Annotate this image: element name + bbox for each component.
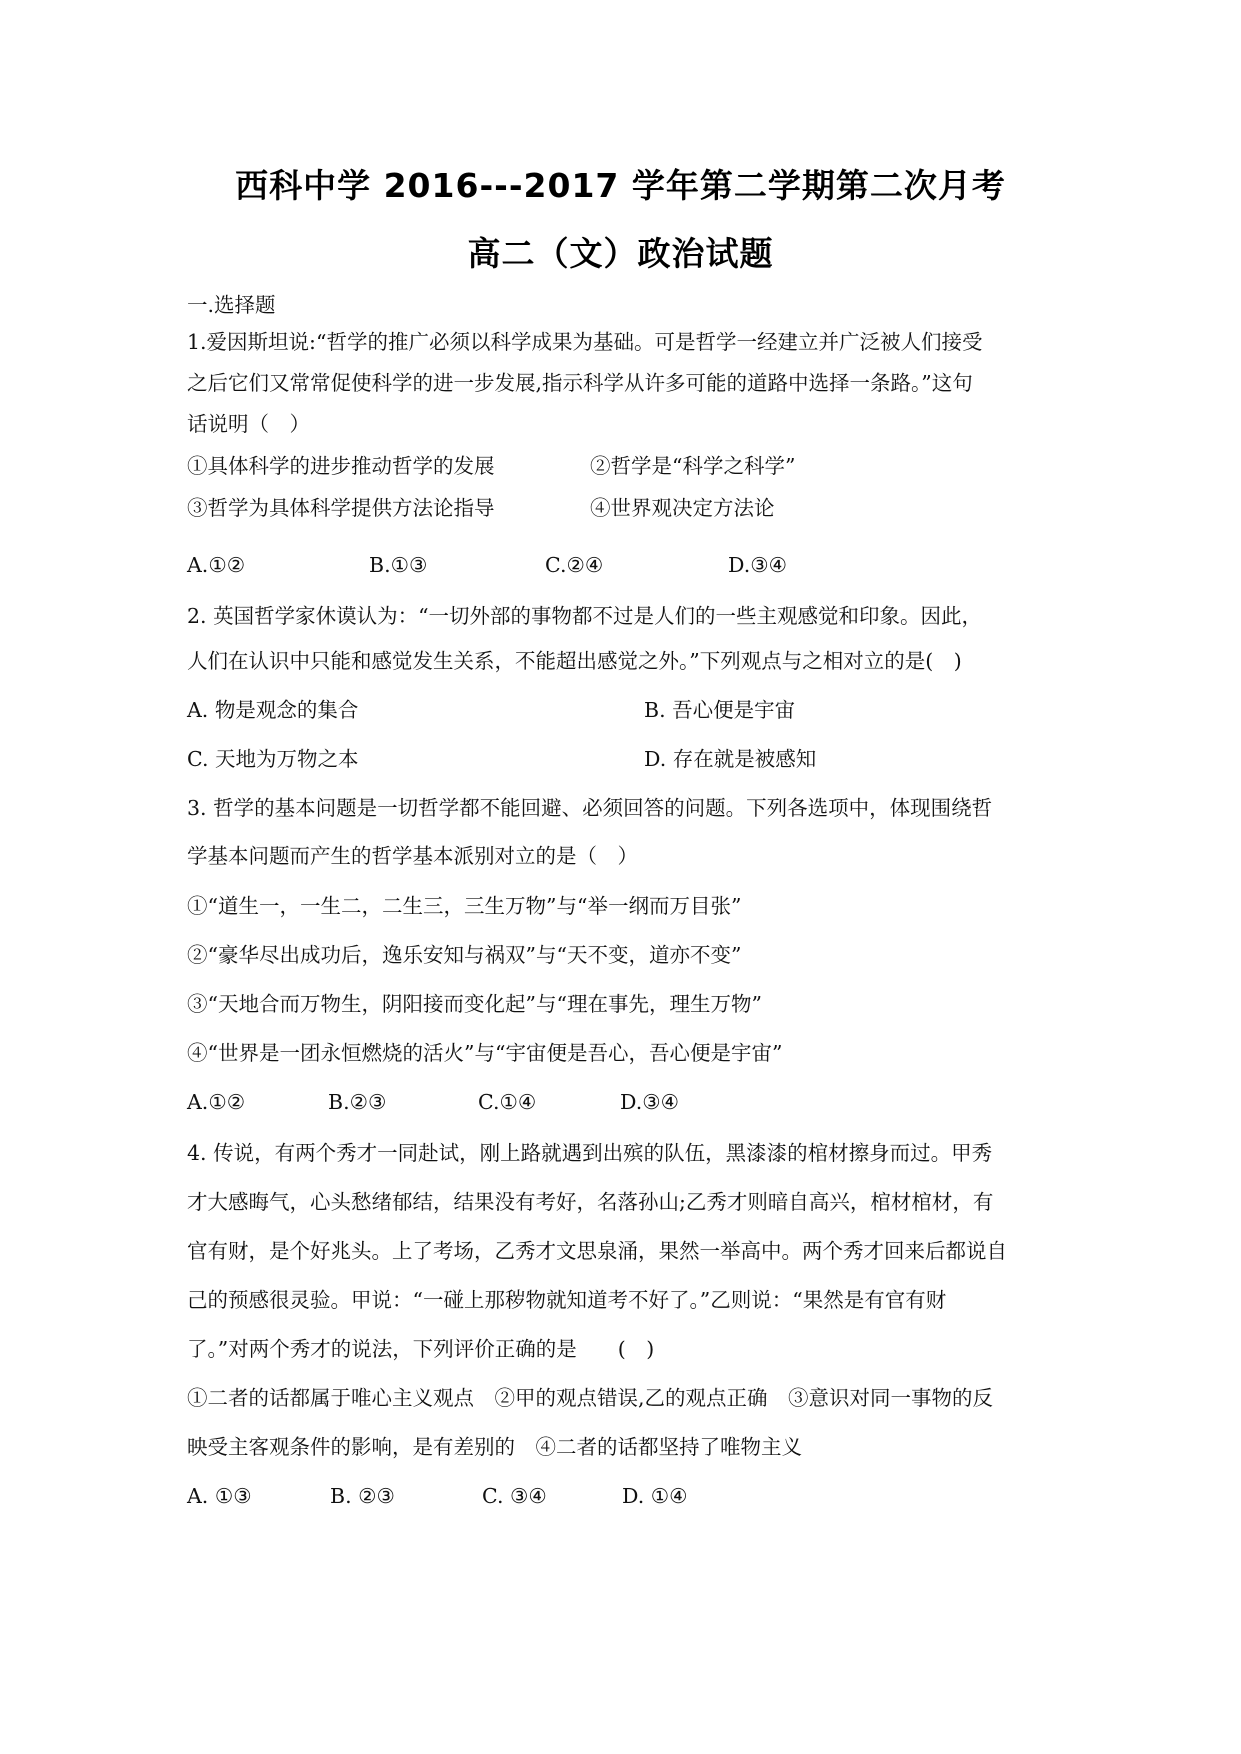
q4-option-d: D. ①④ [622, 1484, 688, 1508]
q2-option-c: C. 天地为万物之本 [187, 747, 359, 771]
q3-item: ②“豪华尽出成功后，逸乐安知与祸双”与“天不变，道亦不变” [187, 943, 742, 967]
q1-item: ④世界观决定方法论 [590, 496, 775, 520]
q3-option-d: D.③④ [620, 1090, 679, 1114]
q4-stem-line: 才大感晦气，心头愁绪郁结，结果没有考好，名落孙山;乙秀才则暗自高兴，棺材棺材，有 [187, 1190, 994, 1214]
q2-option-b: B. 吾心便是宇宙 [644, 698, 796, 722]
q4-option-c: C. ③④ [482, 1484, 547, 1508]
q4-item: ①二者的话都属于唯心主义观点 ②甲的观点错误,乙的观点正确 ③意识对同一事物的反 [187, 1386, 994, 1410]
q3-stem-line: 学基本问题而产生的哲学基本派别对立的是（ ） [187, 844, 638, 868]
q4-option-b: B. ②③ [330, 1484, 395, 1508]
q3-item: ①“道生一，一生二，二生三，三生万物”与“举一纲而万目张” [187, 894, 742, 918]
q2-stem-line: 2. 英国哲学家休谟认为：“一切外部的事物都不过是人们的一些主观感觉和印象。因此， [187, 604, 983, 628]
q2-stem-line: 人们在认识中只能和感觉发生关系，不能超出感觉之外。”下列观点与之相对立的是( ) [187, 649, 962, 673]
q4-stem-line: 己的预感很灵验。甲说：“一碰上那秽物就知道考不好了。”乙则说：“果然是有官有财 [187, 1288, 947, 1312]
q1-option-a: A.①② [187, 553, 246, 577]
q4-stem-line: 4. 传说，有两个秀才一同赴试，刚上路就遇到出殡的队伍，黑漆漆的棺材擦身而过。甲秀 [187, 1141, 993, 1165]
q3-item: ④“世界是一团永恒燃烧的活火”与“宇宙便是吾心，吾心便是宇宙” [187, 1041, 783, 1065]
exam-subtitle: 高二（文）政治试题 [467, 234, 774, 273]
q3-stem-line: 3. 哲学的基本问题是一切哲学都不能回避、必须回答的问题。下列各选项中，体现围绕哲 [187, 796, 993, 820]
q4-item: 映受主客观条件的影响，是有差别的 ④二者的话都坚持了唯物主义 [187, 1435, 802, 1459]
q3-item: ③“天地合而万物生，阴阳接而变化起”与“理在事先，理生万物” [187, 992, 762, 1016]
q3-option-c: C.①④ [478, 1090, 537, 1114]
q4-stem-line: 官有财，是个好兆头。上了考场，乙秀才文思泉涌，果然一举高中。两个秀才回来后都说自 [187, 1239, 1007, 1263]
q4-stem-line: 了。”对两个秀才的说法，下列评价正确的是 ( ) [187, 1337, 655, 1361]
q3-option-a: A.①② [187, 1090, 246, 1114]
section-heading: 一.选择题 [187, 293, 276, 317]
q2-option-d: D. 存在就是被感知 [644, 747, 817, 771]
q1-item: ②哲学是“科学之科学” [590, 454, 796, 478]
q1-item: ①具体科学的进步推动哲学的发展 [187, 454, 495, 478]
q3-option-b: B.②③ [328, 1090, 387, 1114]
q1-option-b: B.①③ [369, 553, 428, 577]
q4-option-a: A. ①③ [187, 1484, 252, 1508]
q1-option-d: D.③④ [728, 553, 787, 577]
q1-stem-line: 之后它们又常常促使科学的进一步发展,指示科学从许多可能的道路中选择一条路。”这句 [187, 371, 973, 395]
q2-option-a: A. 物是观念的集合 [187, 698, 359, 722]
q1-stem-line: 1.爱因斯坦说:“哲学的推广必须以科学成果为基础。可是哲学一经建立并广泛被人们接受 [187, 330, 983, 354]
q1-stem-line: 话说明（ ） [187, 412, 310, 436]
q1-item: ③哲学为具体科学提供方法论指导 [187, 496, 495, 520]
exam-title: 西科中学 2016---2017 学年第二学期第二次月考 [235, 166, 1006, 205]
q1-option-c: C.②④ [545, 553, 604, 577]
